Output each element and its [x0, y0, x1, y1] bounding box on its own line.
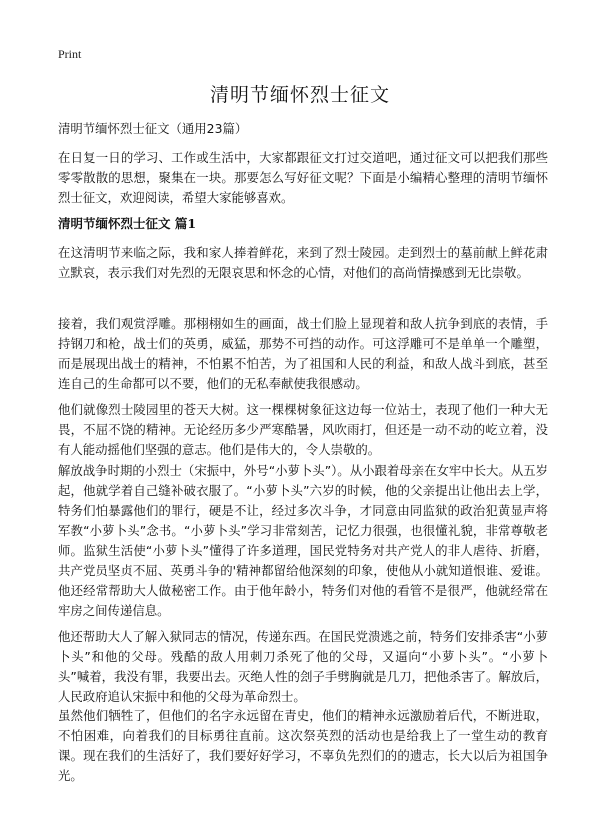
article-subtitle: 清明节缅怀烈士征文（通用23篇）: [58, 121, 248, 136]
body-paragraph-5: 他还帮助大人了解入狱同志的情况，传递东西。在国民党溃逃之前，特务们安排杀害“小萝卜头”和他的父母。残酷的敌人用刺刀杀死了他的父母，又逼向“小萝卜头”。“小萝卜头”喊着，我没有罪，我要出去。灭绝人性的刽子手劈胸就是几刀，把他杀害了。解放后，人民政府追认宋振中和他的父母为革命烈士。: [58, 629, 548, 704]
body-paragraph-6: 虽然他们牺牲了，但他们的名字永远留在青史，他们的精神永远激励着后代，不断进取，不怕困难，向着我们的目标勇往直前。这次祭英烈的活动也是给我上了一堂生动的教育课。现在我们的生活好了，我们要好好学习，不辜负先烈们的的遗志，长大以后为祖国争光。: [58, 708, 548, 783]
body-paragraph-2: 接着，我们观赏浮雕。那栩栩如生的画面，战士们脸上显现着和敌人抗争到底的表情，手持钢刀和枪，战士们的英勇，威猛，那势不可挡的动作。可这浮雕可不是单单一个雕塑，而是展现出战士的精神，不怕累不怕苦，为了祖国和人民的利益，和敌人战斗到底，甚至连自己的生命都可以不要，他们的无私奉献使我很感动。: [58, 316, 548, 391]
print-link[interactable]: Print: [58, 47, 82, 61]
page-title: 清明节缅怀烈士征文: [209, 84, 390, 106]
intro-paragraph: 在日复一日的学习、工作或生活中，大家都跟征文打过交道吧，通过征文可以把我们那些零零散散的思想，聚集在一块。那要怎么写好征文呢？下面是小编精心整理的清明节缅怀烈士征文，欢迎阅读，希望大家能够喜欢。: [58, 150, 548, 205]
section-heading: 清明节缅怀烈士征文 篇1: [58, 216, 197, 231]
body-paragraph-3: 他们就像烈士陵园里的苍天大树。这一棵棵树象征这边每一位站士，表现了他们一种大无畏，不屈不饶的精神。无论经历多少严寒酷暑，风吹雨打，但还是一动不动的屹立着，没有人能动摇他们坚强的意志。他们是伟大的，令人崇敬的。: [58, 402, 548, 457]
body-paragraph-1: 在这清明节来临之际，我和家人捧着鲜花，来到了烈士陵园。走到烈士的墓前献上鲜花肃立默哀，表示我们对先烈的无限哀思和怀念的心情，对他们的高尚情操感到无比崇敬。: [58, 245, 548, 280]
body-paragraph-4: 解放战争时期的小烈士（宋振中，外号“小萝卜头”）。从小跟着母亲在女牢中长大。从五岁起，他就学着自己缝补破衣服了。“小萝卜头”六岁的时候，他的父亲提出让他出去上学，特务们怕暴露他们的罪行，硬是不让，经过多次斗争，才同意由同监狱的政治犯黄显声将军教“小萝卜头”念书。“小萝卜头”学习非常刻苦，记忆力很强，也很懂礼貌，非常尊敬老师。监狱生活使“小萝卜头”懂得了许多道理，国民党特务对共产党人的非人虐待、折磨，共产党员坚贞不屈、英勇斗争的'精神都留给他深刻的印象，使他从小就知道恨谁、爱谁。他还经常帮助大人做秘密工作。由于他年龄小，特务们对他的看管不是很严，他就经常在牢房之间传递信息。: [58, 463, 548, 618]
